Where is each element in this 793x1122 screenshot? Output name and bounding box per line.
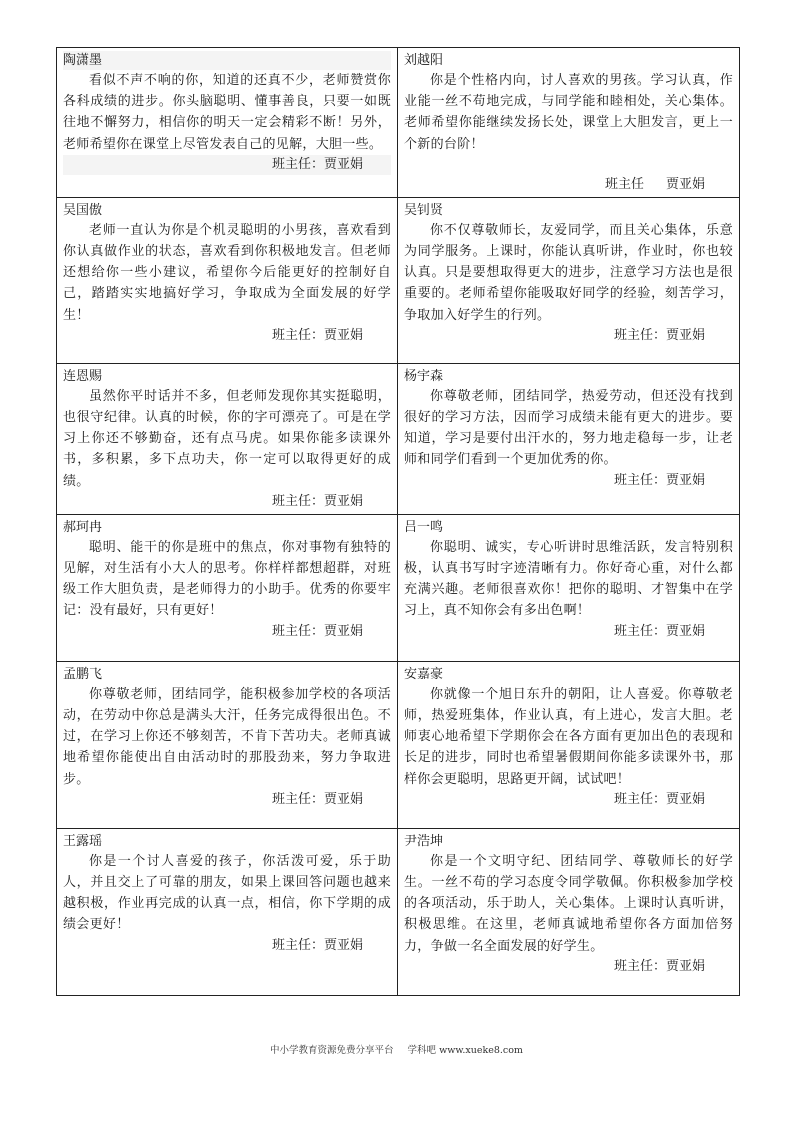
comment-text: 你就像一个旭日东升的朝阳，让人喜爱。你尊敬老师，热爱班集体，作业认真，有上进心，发言大胆。老师衷心地希望下学期你会在各方面有更加出色的表现和长足的进步，同时也希望暑假期间你能多读课外书，那样你会更聪明，思路更开阔，试试吧！ [404,686,733,787]
comments-table [56,47,740,996]
comment-card [398,197,740,363]
teacher-signature: 班主任：贾亚娟 [271,791,363,807]
comment-card [57,197,398,363]
student-name: 孟鹏飞 [63,666,103,682]
comment-card [398,363,740,514]
comment-text: 你是一个文明守纪、团结同学、尊敬师长的好学生。一丝不苟的学习态度令同学敬佩。你积极参加学校的各项活动，乐于助人，关心集体。上课时认真听讲，积极思维。在这里，老师真诚地希望你各方面加倍努力，争做一名全面发展的好学生。 [404,853,733,954]
comment-card [57,661,398,828]
table-row [57,661,740,828]
teacher-signature: 班主任：贾亚娟 [271,493,363,509]
teacher-signature: 班主任：贾亚娟 [271,327,363,343]
comment-card [398,514,740,661]
table-row [57,828,740,995]
table-row [57,514,740,661]
comment-text: 你是一个讨人喜爱的孩子，你活泼可爱，乐于助人，并且交上了可靠的朋友，如果上课回答问题也越来越积极，作业再完成的认真一点，相信，你下学期的成绩会更好！ [63,853,391,933]
table-row [57,197,740,363]
teacher-signature: 班主任：贾亚娟 [613,791,705,807]
student-name: 吴国傲 [63,202,103,218]
student-name: 连恩赐 [63,368,103,384]
teacher-signature [404,175,733,195]
footer-site-link[interactable]: 学科吧 www.xueke8.com [407,1045,523,1056]
comment-card [57,514,398,661]
comment-card [398,661,740,828]
teacher-signature: 班主任：贾亚娟 [613,472,705,488]
comment-text: 你尊敬老师，团结同学，热爱劳动，但还没有找到很好的学习方法，因而学习成绩未能有更大的进步。要知道，学习是要付出汗水的，努力地走稳每一步，让老师和同学们看到一个更加优秀的你。 [404,388,733,468]
student-name: 杨宇森 [404,368,444,384]
teacher-signature: 班主任：贾亚娟 [613,623,705,639]
teacher-signature: 班主任：贾亚娟 [271,623,363,639]
comment-text: 你不仅尊敬师长，友爱同学，而且关心集体，乐意为同学服务。上课时，你能认真听讲，作业时，你也较认真。只是要想取得更大的进步，注意学习方法也是很重要的。老师希望你能吸取好同学的经验，刻苦学习，争取加入好学生的行列。 [404,222,733,323]
teacher-signature: 班主任：贾亚娟 [271,937,363,953]
student-name: 尹浩坤 [404,833,444,849]
student-name: 郝珂冉 [63,519,103,535]
teacher-signature: 班主任：贾亚娟 [613,327,705,343]
comment-card [57,363,398,514]
student-name: 王露瑶 [63,833,103,849]
comment-card [398,48,740,198]
teacher-signature: 班主任：贾亚娟 [613,958,705,974]
student-name: 刘越阳 [404,53,444,68]
comment-text: 你尊敬老师，团结同学，能积极参加学校的各项活动，在劳动中你总是满头大汗，任务完成得很出色。不过，在学习上你还不够刻苦，不肯下苦功夫。老师真诚地希望你能使出自由活动时的那股劲来，努力争取进步。 [63,686,391,787]
student-name: 安嘉豪 [404,666,444,682]
signature-name: 贾亚娟 [665,176,705,192]
footer-platform-text: 中小学教育资源免费分享平台 [270,1045,394,1056]
comment-card [57,48,398,198]
comment-text: 老师一直认为你是个机灵聪明的小男孩，喜欢看到你认真做作业的状态，喜欢看到你积极地发言。但老师还想给你一些小建议，希望你今后能更好的控制好自己，踏踏实实地搞好学习，争取成为全面发展的好学生！ [63,222,391,323]
student-name: 陶潇墨 [63,51,391,70]
comment-text: 聪明、能干的你是班中的焦点，你对事物有独特的见解，对生活有小大人的思考。你样样都想超群，对班级工作大胆负责，是老师得力的小助手。优秀的你要牢记：没有最好，只有更好！ [63,539,391,619]
comment-card [398,828,740,995]
comment-text: 你是个性格内向，讨人喜欢的男孩。学习认真，作业能一丝不苟地完成，与同学能和睦相处，关心集体。老师希望你能继续发扬长处，课堂上大胆发言，更上一个新的台阶！ [404,73,733,152]
table-row [57,363,740,514]
teacher-signature: 班主任：贾亚娟 [63,155,391,175]
page-footer [0,1042,793,1056]
comment-text: 虽然你平时话并不多，但老师发现你其实挺聪明，也很守纪律。认真的时候，你的字可漂亮了。可是在学习上你还不够勤奋，还有点马虎。如果你能多读课外书，多积累，多下点功夫，你一定可以取得更好的成绩。 [63,388,391,489]
comment-text: 你聪明、诚实，专心听讲时思维活跃，发言特别积极，认真书写时字迹清晰有力。你好奇心重，对什么都充满兴趣。老师很喜欢你！把你的聪明、才智集中在学习上，真不知你会有多出色啊！ [404,539,733,619]
table-row [57,48,740,198]
student-name: 吴钊贤 [404,202,444,218]
student-name: 吕一鸣 [404,519,444,535]
signature-title: 班主任 [604,176,644,192]
comment-card [57,828,398,995]
comment-text: 看似不声不响的你，知道的还真不少，老师赞赏你各科成绩的进步。你头脑聪明、懂事善良，只要一如既往地不懈努力，相信你的明天一定会精彩不断！另外，老师希望你在课堂上尽管发表自己的见解，大胆一些。 [63,73,391,152]
